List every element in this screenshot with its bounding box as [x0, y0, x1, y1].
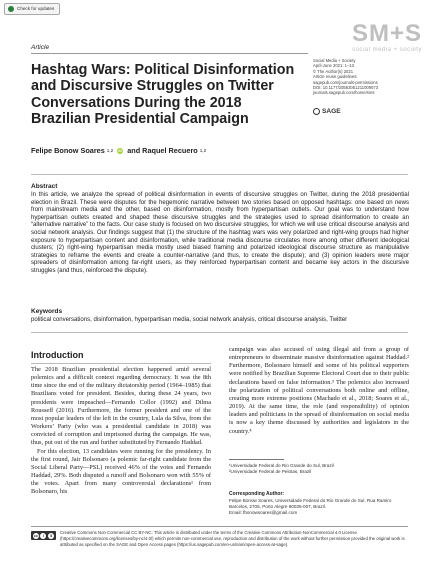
affiliation-footnotes — [229, 463, 409, 475]
section-heading-introduction: Introduction — [31, 350, 84, 360]
article-title: Hashtag Wars: Political Disinformation and Discursive Struggles on Twitter Conversations During the 2018 Brazilian Presidential Campaign — [31, 62, 295, 127]
nc-icon: $ — [50, 533, 53, 538]
journal-logo — [342, 22, 432, 53]
keywords-text: political conversations, disinformation, hyperpartisan media, social network analysis, critical discourse analysis, Twitter — [31, 317, 348, 323]
pub-info-doi[interactable]: DOI: 10.1177/20563051211009073 — [313, 85, 379, 91]
pub-info-line: April-June 2021: 1–13 — [313, 63, 354, 69]
body-paragraph: The 2018 Brazilian presidential election happened amid several polemics and a difficult context regarding democracy. It was the 8th time since the end of the military dictatorship period (1964–1985) that Brazilians voted for president. Besides, during these 24 years, two presidents were impeached—Fernando Collor (1992) and Dilma Rousseff (2016). Furthermore, the former president and one of the most popular leaders of the left in the country, Lula da Silva, from the Workers’ Party (who was a presidential candidate in 2018) was convicted of corruption and imprisoned during the campaign. He was, thus, put out of the run and further substituted by Fernando Haddad. — [31, 366, 211, 447]
creative-commons-icon — [31, 531, 56, 540]
pub-info-line: Article reuse guidelines: — [313, 74, 358, 80]
author-affiliation-sup: 1,2 — [106, 148, 114, 153]
pub-info-link[interactable]: sagepub.com/journals-permissions — [313, 79, 378, 85]
footnote-divider — [229, 459, 284, 460]
keywords-heading: Keywords — [31, 308, 63, 315]
corresponding-author-heading: Corresponding Author: — [229, 491, 285, 497]
corresponding-author-email[interactable]: Email: fbonowsoares@gmail.com — [229, 509, 298, 515]
check-for-updates-badge[interactable] — [4, 3, 60, 15]
pub-info-line: Social Media + Society — [313, 58, 356, 63]
author-name[interactable]: and Raquel Recuero — [127, 146, 198, 155]
license-divider — [31, 526, 408, 527]
affiliation-line: ²Universidade Federal de Pelotas, Brazil — [229, 469, 312, 474]
cc-icon: cc — [33, 533, 38, 538]
update-check-icon — [8, 6, 14, 12]
license-statement: Creative Commons Non Commercial CC BY-NC: This article is distributed under the terms of the Creative Commons Attribution-NonCommercial 4.0 License (https://creativecommons.org/licenses/by-nc/4.0/) which permits non-commercial use, reproduction and distribution of the work without further permission provided the original work is attributed as specified on the SAGE and Open Access pages (https://us.sagepub.com/en-us/nam/open-access-at-sage). — [60, 530, 405, 547]
body-column-right — [229, 346, 409, 436]
corresponding-author-details — [229, 498, 409, 515]
check-for-updates-label: Check for updates — [17, 6, 55, 11]
keywords-divider — [31, 332, 408, 333]
orcid-icon[interactable]: iD — [118, 147, 123, 153]
affiliation-line: ¹Universidade Federal do Rio Grande do Sul, Brazil — [229, 463, 334, 468]
by-icon: i — [40, 533, 46, 539]
abstract-heading: Abstract — [31, 183, 58, 190]
author-list — [31, 146, 206, 155]
journal-logo-name: social media + society — [352, 47, 422, 53]
publisher-name: SAGE — [322, 108, 341, 115]
sage-ring-icon — [313, 108, 320, 115]
body-paragraph: campaign was also accused of using illegal aid from a group of entrepreneurs to disseminate massive disinformation against Haddad.² Furthermore, Bolsonaro himself and some of his political supporters were notified by Brazilian Supreme Electoral Court due to their public declarations based on false information.³ The polemics also increased the polarization of political conversations both online and offline, creating more extreme positions (Machado et al., 2018; Soares et al., 2019). At the same time, the role (and responsibility) of opinion leaders and politicians in the spread of disinformation on social media is now a key theme discussed by authorities and legislators in the country.⁴ — [229, 346, 409, 435]
abstract-text: In this article, we analyze the spread of political disinformation in events of discursive struggles on Twitter, during the 2018 presidential election in Brazil. These were disputes for the hegemonic narrative between two stories based on opposed hashtags: one based on news from mainstream media and the other, based on disinformation, mostly from hyperpartisan outlets. Our goal was to understand how hyperpartisan outlets created and shaped these discursive struggles and the strategies used to spread disinformation to create an “alternative narrative” to the facts. Our case study is focused on two discursive struggles, for which we will use critical discourse analysis and social network analysis. Our findings suggest that (1) the structure of the hashtag wars was very polarized and right-wing groups had higher exposure to hyperpartisan content and disinformation, while traditional media discourse circulates more among other different ideological clusters; (2) right-wing hyperpartisan media mostly used biased framing and polarized ideological discourse structure as manipulative strategies to reframe the events and create a counter-narrative (and thus, to create the dispute); and (3) opinion leaders were major spreaders of disinformation among far-right users, as they reinforced hyperpartisan content and became key actors in the discursive struggles (and thus, reinforced the dispute). — [31, 192, 409, 274]
article-type-label: Article — [31, 44, 50, 51]
body-paragraph: For this election, 13 candidates were running for the presidency. In the first round, Jair Bolsonaro (a polemic far-right candidate from the Social Liberal Party—PSL) received 46% of the votes and Fernando Haddad, 29%. Both disputed a runoff and Bolsonaro won with 55% of the votes. Apart from many controversial declarations¹ from Bolsonaro, his — [31, 447, 211, 496]
header-divider — [31, 53, 308, 54]
publication-info — [313, 58, 413, 96]
section-heading-rule — [31, 363, 211, 364]
body-column-left — [31, 366, 211, 497]
pub-info-link[interactable]: journals.sagepub.com/home/sms — [313, 90, 375, 96]
author-affiliation-sup: 1,2 — [199, 148, 207, 153]
journal-logo-mark: SM+S — [351, 20, 423, 47]
author-name[interactable]: Felipe Bonow Soares — [31, 146, 105, 155]
pub-info-line: © The Author(s) 2021 — [313, 68, 354, 74]
publisher-logo — [313, 108, 341, 115]
corresponding-author-address: Felipe Bonow Soares, Universidade Federal do Rio Grande do Sul, Rua Ramiro Barcelos, 2705, Porto Alegre 90035-007, Brazil. — [229, 498, 392, 509]
abstract-divider — [31, 174, 408, 175]
